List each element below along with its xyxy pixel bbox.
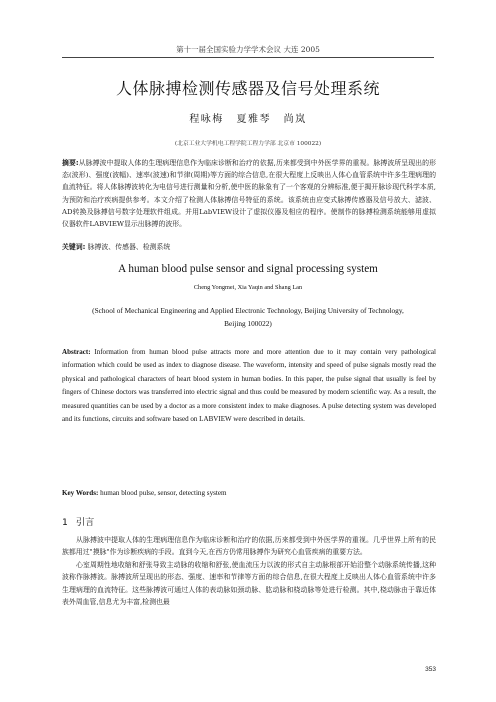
abstract-en-text: Information from human blood pulse attracts more and more attention due to it may contain very pathological information which could be used as index to diagnose disease. The waveform, intensity and speed of pulse signals mostly read the physical and pathological characters of heart blood system in human bodies. In this paper, the pulse signal that usually is feel by fingers of Chinese doctors was transferred into electric signal and thus could be measured by modern scientific way. As a result, the measured quantities can be used by a doctor as a more consistent index to make diagnoses. A pulse detecting system was developed and its functions, circuits and software based on LABVIEW were described in details. bbox=[62, 348, 436, 424]
section-heading bbox=[62, 514, 262, 528]
keywords-cn bbox=[62, 241, 436, 251]
keywords-en bbox=[62, 489, 436, 497]
header-rule bbox=[62, 57, 434, 58]
authors-cn: 程咏梅 夏雅琴 尚岚 bbox=[189, 114, 307, 125]
body-paragraph: 心室周期性地收缩和舒张导致主动脉的收缩和舒张,使血流压力以波的形式自主动脉根部开始沿整个动脉系统传播,这种波称作脉搏波。脉搏波所呈现出的形态、强度、速率和节律等方面的综合信息,在很大程度上反映出人体心血管系统中许多生理病理的血流特征。这些脉搏波可通过人体的表动脉如颈动脉、肱动脉和桡动脉等处进行检测。其中,桡动脉由于靠近体表外周血管,信息尤为丰富,检测也最 bbox=[62, 560, 436, 607]
paper-title-cn: 人体脉搏检测传感器及信号处理系统 bbox=[115, 79, 380, 98]
section-body bbox=[62, 534, 436, 608]
affiliation-cn: (北京工业大学机电工程学院工程力学部 北京市 100022) bbox=[174, 141, 322, 147]
affiliation-en-line2: Beijing 100022) bbox=[224, 319, 272, 328]
abstract-cn-text: 从脉搏波中提取人体的生理病理信息作为临床诊断和治疗的依据,历来都受到中外医学界的重视。脉搏波所呈现出的形态(波形)、强度(波幅)、速率(波速)和节律(周期)等方面的综合信息,在很大程度上反映出人体心血管系统中许多生理病理的血流特征。将人体脉搏波转化为电信号进行测量和分析,使中医的脉象有了一个客观的分辨标准,便于揭开脉诊现代科学本质,为预防和治疗疾病提供参考。本文介绍了检测人体脉搏信号特征的系统。该系统由应变式脉搏传感器及信号放大、滤波、AD转换及脉搏信号数字处理软件组成。并用LabVIEW设计了虚拟仪器及相应的程序。使制作的脉搏检测系统能够用虚拟仪器软件LABVIEW显示出脉搏的波形。 bbox=[62, 159, 436, 229]
abstract-en bbox=[62, 346, 436, 426]
page-number: 353 bbox=[425, 666, 436, 673]
keywords-cn-label: 关键词: bbox=[62, 243, 86, 251]
paper-title-en: A human blood pulse sensor and signal processing system bbox=[118, 263, 378, 275]
section-title: 引言 bbox=[75, 517, 95, 528]
abstract-en-label: Abstract: bbox=[62, 348, 91, 356]
authors-en: Cheng Yongmei, Xia Yaqin and Shang Lan bbox=[193, 284, 303, 291]
keywords-en-text: human blood pulse, sensor, detecting system bbox=[100, 489, 227, 497]
abstract-cn-label: 摘要: bbox=[62, 159, 79, 167]
section-number: 1 bbox=[62, 517, 68, 528]
running-head: 第十一届全国实验力学学术会议 大连 2005 bbox=[176, 45, 320, 54]
affiliation-en-line1: (School of Mechanical Engineering and Applied Electronic Technology, Beijing University of Technology, bbox=[92, 306, 404, 315]
keywords-cn-text: 脉搏波、传感器、检测系统 bbox=[87, 243, 171, 251]
abstract-cn bbox=[62, 157, 436, 230]
affiliation-en bbox=[62, 304, 434, 330]
keywords-en-label: Key Words: bbox=[62, 489, 99, 497]
body-paragraph: 从脉搏波中提取人体的生理病理信息作为临床诊断和治疗的依据,历来都受到中外医学界的重视。几乎世界上所有的民族都用过"摸脉"作为诊断疾病的手段。直到今天,在西方仍常用脉搏作为研究心血管疾病的重要方法。 bbox=[62, 536, 436, 557]
